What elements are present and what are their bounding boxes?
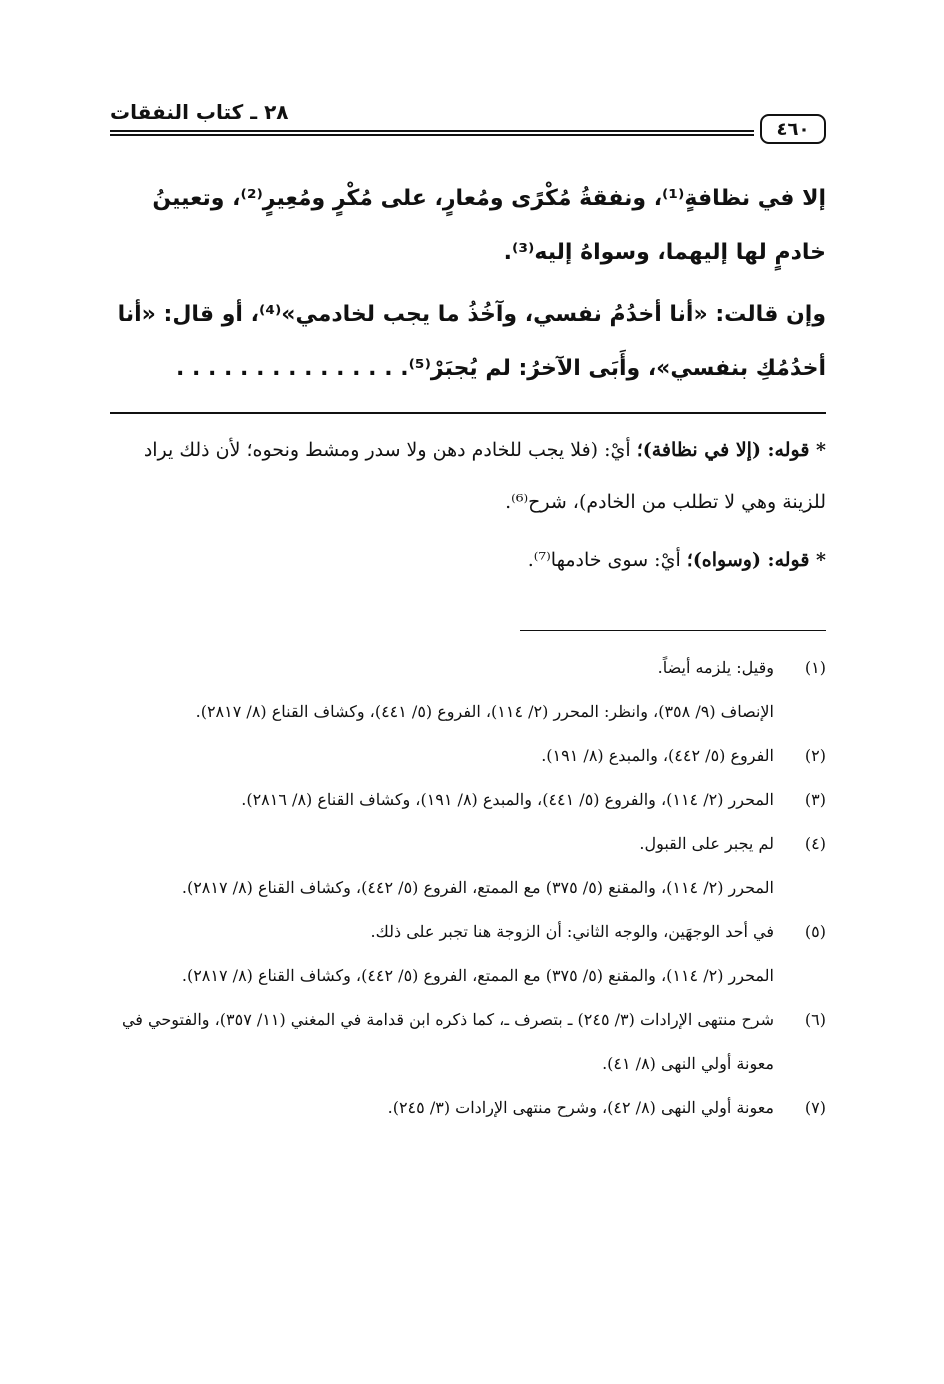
commentary-label: * قوله: (إلا في نظافة)؛ [636, 439, 826, 461]
main-paragraph-2: وإن قالت: «أنا أخدُمُ نفسي، وآخُذُ ما يجب لخادمي»⁽⁴⁾، أو قال: «أنا أخدُمُكِ بنفسي»، وأَبَى الآخرُ: لم يُجبَرْ⁽⁵⁾. . . . . . . . . . . . . . . [117, 302, 826, 381]
running-title: ٢٨ ـ كتاب النفقات [110, 100, 289, 124]
commentary-text: أيْ: سوى خادمها⁽⁷⁾. [527, 549, 681, 571]
footnote-number: (٣) [804, 790, 826, 809]
footnote-number: (٦) [804, 1010, 826, 1029]
footnote-number: (١) [804, 658, 826, 677]
footnote-5 [110, 910, 826, 998]
footnotes [110, 646, 826, 1130]
footnote-separator [520, 630, 826, 631]
commentary-item-1 [110, 424, 826, 528]
footnote-6 [110, 998, 826, 1086]
page-header [110, 100, 826, 156]
footnote-line: لم يجبر على القبول. [639, 834, 774, 853]
header-double-rule [110, 130, 754, 136]
footnote-number: (٥) [804, 922, 826, 941]
footnote-1 [110, 646, 826, 734]
footnote-line: وقيل: يلزمه أيضاً. [657, 658, 774, 677]
commentary-label: * قوله: (وسواه)؛ [686, 549, 826, 571]
footnote-line: المحرر (٢/ ١١٤)، والفروع (٥/ ٤٤١)، والمبدع (٨/ ١٩١)، وكشاف القناع (٨/ ٢٨١٦). [241, 790, 774, 809]
footnote-7 [110, 1086, 826, 1130]
footnote-number: (٤) [804, 834, 826, 853]
footnote-3 [110, 778, 826, 822]
main-text [110, 172, 826, 404]
footnote-number: (٢) [804, 746, 826, 765]
footnote-line: في أحد الوجهَين، والوجه الثاني: أن الزوجة هنا تجبر على ذلك. [370, 922, 774, 941]
commentary-item-2 [110, 534, 826, 586]
footnote-line: شرح منتهى الإرادات (٣/ ٢٤٥) ـ بتصرف ـ، كما ذكره ابن قدامة في المغني (١١/ ٣٥٧)، والفتوحي في معونة أولي النهى (٨/ ٤١). [121, 1010, 774, 1073]
main-paragraph-1: إلا في نظافةٍ⁽¹⁾، ونفقةُ مُكْرًى ومُعارٍ، على مُكْرٍ ومُعِيرٍ⁽²⁾، وتعيينُ خادمٍ لها إليهما، وسواهُ إليه⁽³⁾. [152, 186, 826, 265]
main-commentary-divider [110, 412, 826, 414]
footnote-number: (٧) [804, 1098, 826, 1117]
footnote-line: الفروع (٥/ ٤٤٢)، والمبدع (٨/ ١٩١). [541, 746, 774, 765]
footnote-line: معونة أولي النهى (٨/ ٤٢)، وشرح منتهى الإرادات (٣/ ٢٤٥). [387, 1098, 774, 1117]
commentary-text: أيْ: (فلا يجب للخادم دهن ولا سدر ومشط ونحوه؛ لأن ذلك يراد للزينة وهي لا تطلب من الخادم)، شرح⁽⁶⁾. [143, 439, 826, 513]
footnote-2 [110, 734, 826, 778]
commentary [110, 424, 826, 592]
footnote-line: المحرر (٢/ ١١٤)، والمقنع (٥/ ٣٧٥) مع الممتع، الفروع (٥/ ٤٤٢)، وكشاف القناع (٨/ ٢٨١٧). [181, 878, 774, 897]
footnote-4 [110, 822, 826, 910]
footnote-line: الإنصاف (٩/ ٣٥٨)، وانظر: المحرر (٢/ ١١٤)، الفروع (٥/ ٤٤١)، وكشاف القناع (٨/ ٢٨١٧). [195, 702, 774, 721]
page-number: ٤٦٠ [760, 114, 826, 144]
footnote-line: المحرر (٢/ ١١٤)، والمقنع (٥/ ٣٧٥) مع الممتع، الفروع (٥/ ٤٤٢)، وكشاف القناع (٨/ ٢٨١٧). [181, 966, 774, 985]
